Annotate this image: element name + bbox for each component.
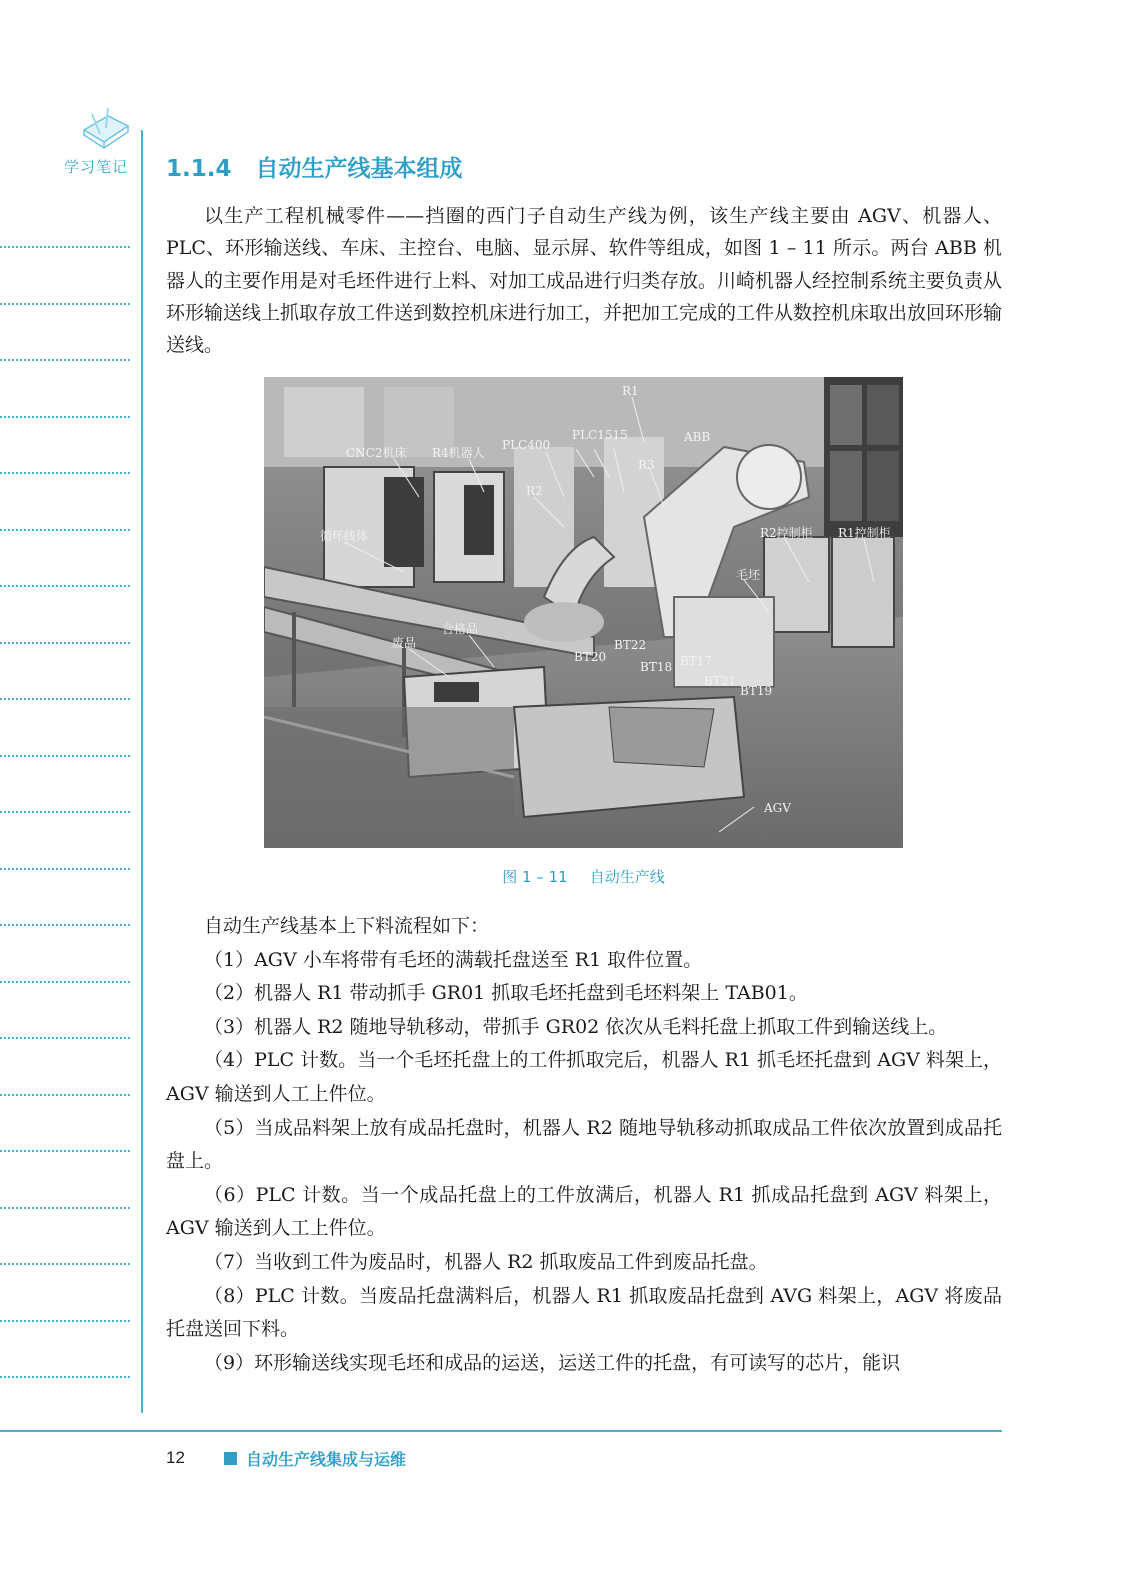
section-number: 1.1.4: [166, 156, 232, 182]
step-item: （7）当收到工件为废品时，机器人 R2 抓取废品工件到废品托盘。: [204, 1250, 768, 1273]
page-number: 12: [166, 1448, 185, 1467]
label-qualified: 合格品: [442, 622, 479, 636]
notes-line: [0, 1376, 130, 1378]
label-abb: ABB: [684, 430, 711, 444]
production-line-photo: [264, 377, 903, 848]
step-item: （3）机器人 R2 随地导轨移动，带抓手 GR02 依次从毛料托盘上抓取工件到输送线上。: [204, 1015, 948, 1038]
notes-line: [0, 811, 130, 813]
step-item: （6）PLC 计数。当一个成品托盘上的工件放满后，机器人 R1 抓成品托盘到 AGV 料架上，AGV 输送到人工上件位。: [166, 1183, 1002, 1240]
notes-line: [0, 359, 130, 361]
label-bt18: BT18: [640, 660, 673, 674]
margin-rule: [141, 130, 143, 1413]
notes-line: [0, 416, 130, 418]
intro-paragraph-text: 以生产工程机械零件——挡圈的西门子自动生产线为例，该生产线主要由 AGV、机器人、PLC、环形输送线、车床、主控台、电脑、显示屏、软件等组成，如图 1 – 11 所示。两台 ABB 机器人的主要作用是对毛坯件进行上料、对加工成品进行归类存放。川崎机器人经控制系统主要负责从环形输送线上抓取存放工件送到数控机床进行加工，并把加工完成的工件从数控机床取出放回环形输送线。: [166, 205, 1003, 357]
notes-line: [0, 1207, 130, 1209]
notes-line: [0, 1037, 130, 1039]
process-steps: [166, 910, 1002, 1380]
section-heading: [166, 150, 463, 183]
label-agv: AGV: [764, 801, 791, 815]
notes-line: [0, 698, 130, 700]
label-r2: R2: [526, 484, 543, 498]
footer-square-icon: [224, 1452, 237, 1465]
label-blank: 毛坯: [736, 568, 761, 582]
notes-line: [0, 642, 130, 644]
notes-line: [0, 303, 130, 305]
caption-title: 自动生产线: [589, 868, 665, 886]
section-title: 自动生产线基本组成: [255, 156, 463, 182]
steps-intro: 自动生产线基本上下料流程如下：: [204, 915, 490, 937]
label-r1: R1: [622, 384, 639, 398]
caption-number: 图 1 – 11: [502, 868, 568, 886]
notes-label: 学习笔记: [64, 158, 129, 176]
label-r4: R4机器人: [432, 446, 485, 460]
footer-rule: [0, 1430, 1002, 1432]
label-bt22: BT22: [614, 638, 647, 652]
notes-line: [0, 981, 130, 983]
notes-book-icon: [78, 104, 134, 150]
label-r1-cabinet: R1控制柜: [838, 526, 891, 540]
label-plc400: PLC400: [502, 438, 551, 452]
step-item: （4）PLC 计数。当一个毛坯托盘上的工件抓取完后，机器人 R1 抓毛坯托盘到 AGV 料架上，AGV 输送到人工上件位。: [166, 1049, 1002, 1105]
step-item: （1）AGV 小车将带有毛坯的满载托盘送至 R1 取件位置。: [204, 948, 703, 971]
label-conveyor: 循环线体: [320, 529, 369, 543]
notes-line: [0, 1094, 130, 1096]
book-title: 自动生产线集成与运维: [246, 1450, 407, 1469]
label-bt21: BT21: [704, 674, 737, 688]
figure-caption: [264, 866, 903, 887]
notes-line: [0, 529, 130, 531]
notes-line: [0, 868, 130, 870]
step-item: （5）当成品料架上放有成品托盘时，机器人 R2 随地导轨移动抓取成品工件依次放置到成品托盘上。: [166, 1116, 1002, 1173]
notes-line: [0, 1150, 130, 1152]
label-bt17: BT17: [680, 654, 713, 668]
label-r2-cabinet: R2控制柜: [760, 526, 813, 540]
notes-line: [0, 585, 130, 587]
notes-line: [0, 246, 130, 248]
label-scrap: 废品: [392, 636, 417, 650]
notes-line: [0, 1263, 130, 1265]
step-item: （8）PLC 计数。当废品托盘满料后，机器人 R1 抓取废品托盘到 AVG 料架上，AGV 将废品托盘送回下料。: [166, 1284, 1002, 1341]
notes-line: [0, 924, 130, 926]
label-cnc2: CNC2机床: [346, 446, 407, 460]
notes-line: [0, 755, 130, 757]
notes-line: [0, 1320, 130, 1322]
label-bt20: BT20: [574, 650, 607, 664]
notes-line: [0, 472, 130, 474]
step-item: （2）机器人 R1 带动抓手 GR01 抓取毛坯托盘到毛坯料架上 TAB01。: [204, 982, 808, 1005]
label-bt19: BT19: [740, 684, 773, 698]
label-plc1515: PLC1515: [572, 428, 628, 442]
label-r3: R3: [638, 458, 655, 472]
step-item: （9）环形输送线实现毛坯和成品的运送，运送工件的托盘，有可读写的芯片，能识: [204, 1351, 901, 1374]
intro-paragraph: [166, 200, 1002, 361]
